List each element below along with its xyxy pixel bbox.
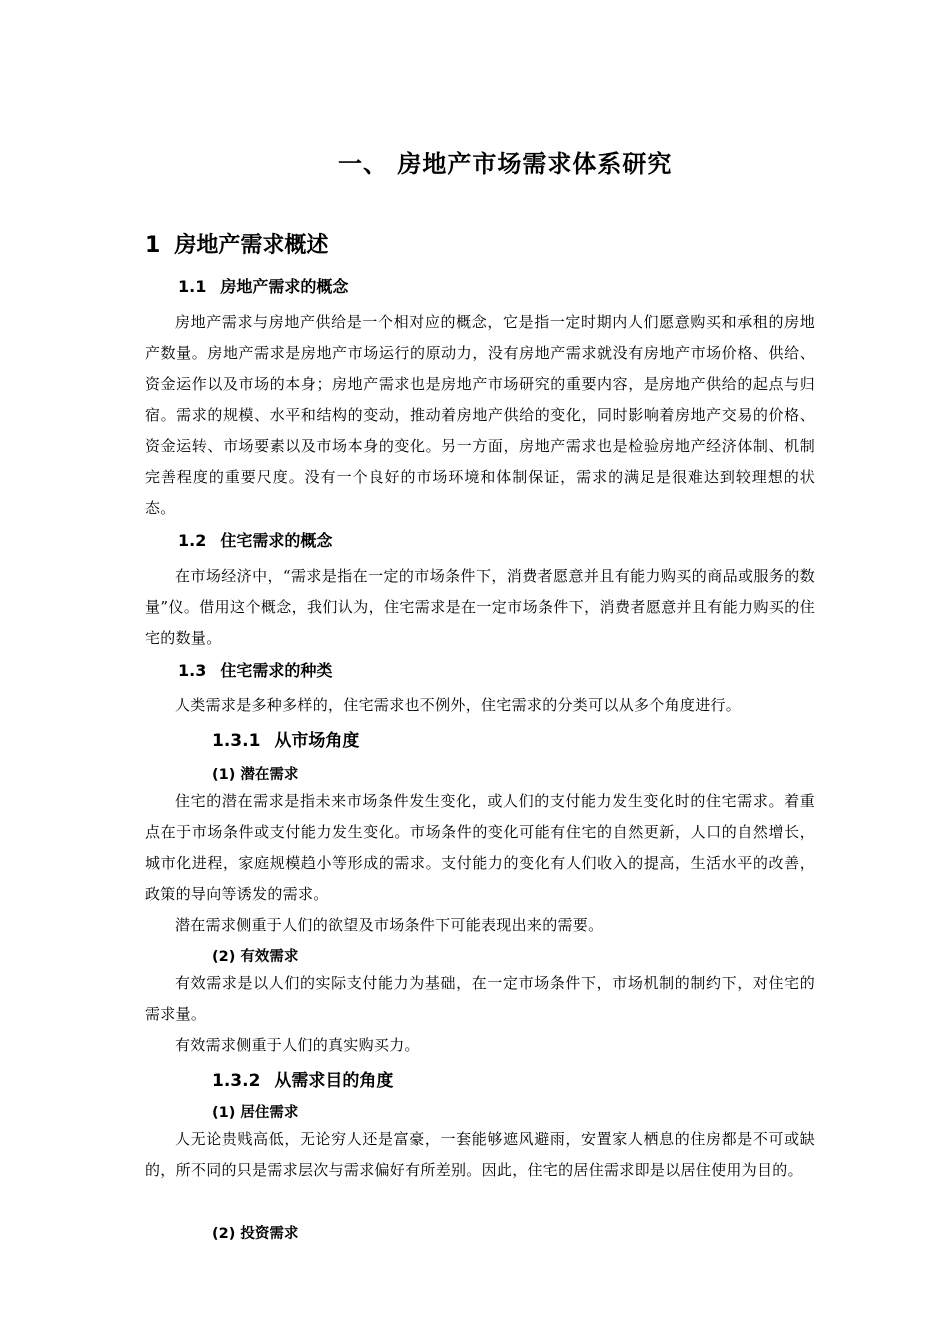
heading-text: 住宅需求的概念: [220, 531, 333, 550]
section-title: 房地产需求概述: [174, 233, 329, 258]
paragraph-effective-demand-note: 有效需求侧重于人们的真实购买力。: [175, 1036, 420, 1054]
heading-1-2: [178, 528, 332, 551]
paragraph-potential-demand-note: 潜在需求侧重于人们的欲望及市场条件下可能表现出来的需要。: [175, 916, 604, 934]
heading-text: 房地产需求的概念: [220, 277, 349, 296]
paragraph-effective-demand: 有效需求是以人们的实际支付能力为基础，在一定市场条件下，市场机制的制约下，对住宅的需求量。: [145, 974, 815, 1023]
heading-number: 1.3: [178, 661, 207, 680]
heading-number: 1.3.1: [212, 731, 261, 751]
heading-text: 住宅需求的种类: [220, 661, 333, 680]
section-number: 1: [145, 233, 161, 258]
paragraph-1-3: 人类需求是多种多样的，住宅需求也不例外，住宅需求的分类可以从多个角度进行。: [175, 696, 742, 714]
heading-number: 1.1: [178, 277, 207, 296]
heading-text: 从需求目的角度: [274, 1071, 394, 1091]
paragraph-1-2: 在市场经济中，“需求是指在一定的市场条件下，消费者愿意并且有能力购买的商品或服务的数量”仪。借用这个概念，我们认为，住宅需求是在一定市场条件下，消费者愿意并且有能力购买的住宅的数量。: [145, 567, 815, 647]
heading-1-1: [178, 274, 348, 297]
subheading-investment-demand: (2) 投资需求: [212, 1226, 299, 1242]
paragraph-potential-demand: 住宅的潜在需求是指未来市场条件发生变化，或人们的支付能力发生变化时的住宅需求。着重点在于市场条件或支付能力发生变化。市场条件的变化可能有住宅的自然更新，人口的自然增长，城市化进程，家庭规模趋小等形成的需求。支付能力的变化有人们收入的提高，生活水平的改善，政策的导向等诱发的需求。: [145, 792, 815, 903]
heading-1-3-2: [212, 1066, 393, 1091]
heading-1-3: [178, 658, 332, 681]
chapter-title: 一、 房地产市场需求体系研究: [338, 150, 673, 178]
heading-1-3-1: [212, 726, 359, 751]
heading-number: 1.2: [178, 531, 207, 550]
subheading-effective-demand: (2) 有效需求: [212, 949, 299, 965]
section-heading: [145, 228, 328, 259]
subheading-residential-demand: (1) 居住需求: [212, 1105, 299, 1121]
paragraph-residential-demand: 人无论贵贱高低，无论穷人还是富豪，一套能够遮风避雨，安置家人栖息的住房都是不可或缺的，所不同的只是需求层次与需求偏好有所差别。因此，住宅的居住需求即是以居住使用为目的。: [145, 1130, 815, 1179]
heading-text: 从市场角度: [274, 731, 360, 751]
heading-number: 1.3.2: [212, 1071, 261, 1091]
subheading-potential-demand: (1) 潜在需求: [212, 767, 299, 783]
paragraph-1-1: 房地产需求与房地产供给是一个相对应的概念，它是指一定时期内人们愿意购买和承租的房地产数量。房地产需求是房地产市场运行的原动力，没有房地产需求就没有房地产市场价格、供给、资金运作以及市场的本身；房地产需求也是房地产市场研究的重要内容，是房地产供给的起点与归宿。需求的规模、水平和结构的变动，推动着房地产供给的变化，同时影响着房地产交易的价格、资金运转、市场要素以及市场本身的变化。另一方面，房地产需求也是检验房地产经济体制、机制完善程度的重要尺度。没有一个良好的市场环境和体制保证，需求的满足是很难达到较理想的状态。: [145, 313, 815, 517]
